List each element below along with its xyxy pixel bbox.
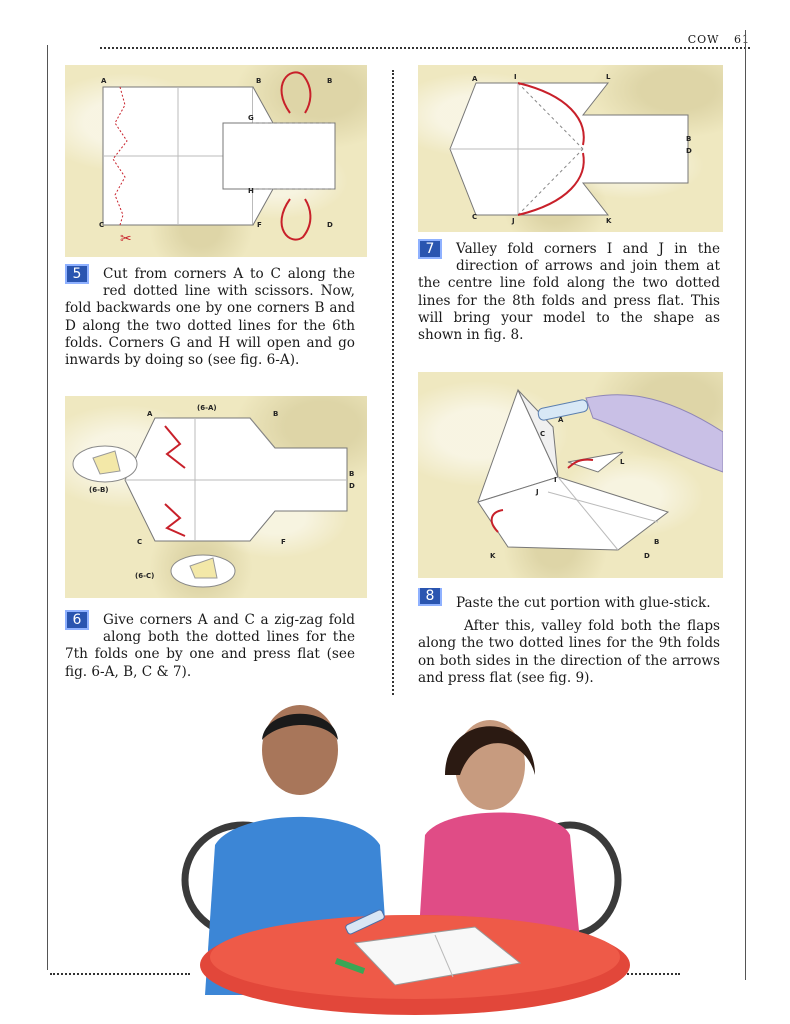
fig5-label-g: G <box>248 114 254 122</box>
fig5-label-f: F <box>257 221 262 229</box>
fig6-label-c: C <box>137 538 143 546</box>
step-5-badge: 5 <box>65 264 89 284</box>
fig8-label-j: J <box>536 488 539 496</box>
step-5 <box>65 266 355 369</box>
fig8-label-l: L <box>620 458 625 466</box>
step-8-text-2: After this, valley fold both the flaps along the two dotted lines for the 9th folds on both sides in the direction of the arrows and press flat (see fig. 9). <box>418 618 720 686</box>
fig7-label-l: L <box>606 73 611 81</box>
figure-7-diagram <box>418 65 723 232</box>
fig8-label-c: C <box>540 430 546 438</box>
step-6 <box>65 612 355 681</box>
children-folding-photo <box>175 695 630 1024</box>
fig7-label-i: I <box>514 73 517 81</box>
fig8-label-a: A <box>558 416 564 424</box>
fig6-label-d: D <box>349 482 355 490</box>
fig6-label-6b: (6-B) <box>89 486 109 494</box>
step-7-text: Valley fold corners I and J in the direction of arrows and join them at the centre line fold along the two dotted lines for the 8th folds and press flat. This will bring your model to the shape as shown in fig. 8. <box>418 241 720 344</box>
fig6-label-b2: B <box>349 470 355 478</box>
fig7-label-k: K <box>606 217 612 225</box>
column-divider <box>392 70 394 695</box>
step-8-badge: 8 <box>418 588 442 606</box>
fig7-label-c: C <box>472 213 478 221</box>
step-8 <box>418 588 720 687</box>
fig7-label-a: A <box>472 75 478 83</box>
step-6-badge: 6 <box>65 610 89 630</box>
right-margin-line <box>745 30 746 980</box>
header-rule <box>100 47 750 49</box>
fig8-label-i: I <box>554 476 557 484</box>
fig5-label-b1: B <box>256 77 262 85</box>
fig8-label-b: B <box>654 538 660 546</box>
fig5-label-h: H <box>248 187 254 195</box>
step-6-text: Give corners A and C a zig-zag fold along both the dotted lines for the 7th folds one by one and press flat (see fig. 6-A, B, C & 7). <box>65 612 355 680</box>
figure-8 <box>418 372 723 578</box>
step-7-badge: 7 <box>418 239 442 259</box>
running-header <box>688 33 750 46</box>
fig5-label-c: C <box>99 221 105 229</box>
figure-6 <box>65 396 367 598</box>
step-7 <box>418 241 720 344</box>
fig6-label-f: F <box>281 538 286 546</box>
left-margin-line <box>47 45 48 970</box>
fig5-label-a: A <box>101 77 107 85</box>
figure-5 <box>65 65 367 257</box>
page-number: 61 <box>734 33 750 46</box>
children-photo-illustration <box>175 695 630 1024</box>
svg-text:✂: ✂ <box>120 231 132 247</box>
fig7-label-j: J <box>512 217 515 225</box>
fig6-label-6c: (6-C) <box>135 572 155 580</box>
header-title: COW <box>687 33 720 46</box>
fig6-label-6a: (6-A) <box>197 404 217 412</box>
step-5-text: Cut from corners A to C along the red dotted line with scissors. Now, fold backwards one by one corners B and D along the two dotted lines for the 6th folds. Corners G and H will open and go inwards by doing so (see fig. 6-A). <box>65 266 355 369</box>
fig8-label-d: D <box>644 552 650 560</box>
fig7-label-d: D <box>686 147 692 155</box>
figure-7 <box>418 65 723 232</box>
fig5-label-b2: B <box>327 77 333 85</box>
figure-8-diagram <box>418 372 723 578</box>
fig6-label-a: A <box>147 410 153 418</box>
footer-rule-left <box>50 973 190 975</box>
fig5-label-d: D <box>327 221 333 229</box>
figure-6-diagram <box>65 396 367 598</box>
figure-5-diagram <box>65 65 367 257</box>
fig7-label-b: B <box>686 135 692 143</box>
fig6-label-b1: B <box>273 410 279 418</box>
step-8-text: Paste the cut portion with glue-stick. <box>456 595 711 611</box>
fig8-label-k: K <box>490 552 496 560</box>
